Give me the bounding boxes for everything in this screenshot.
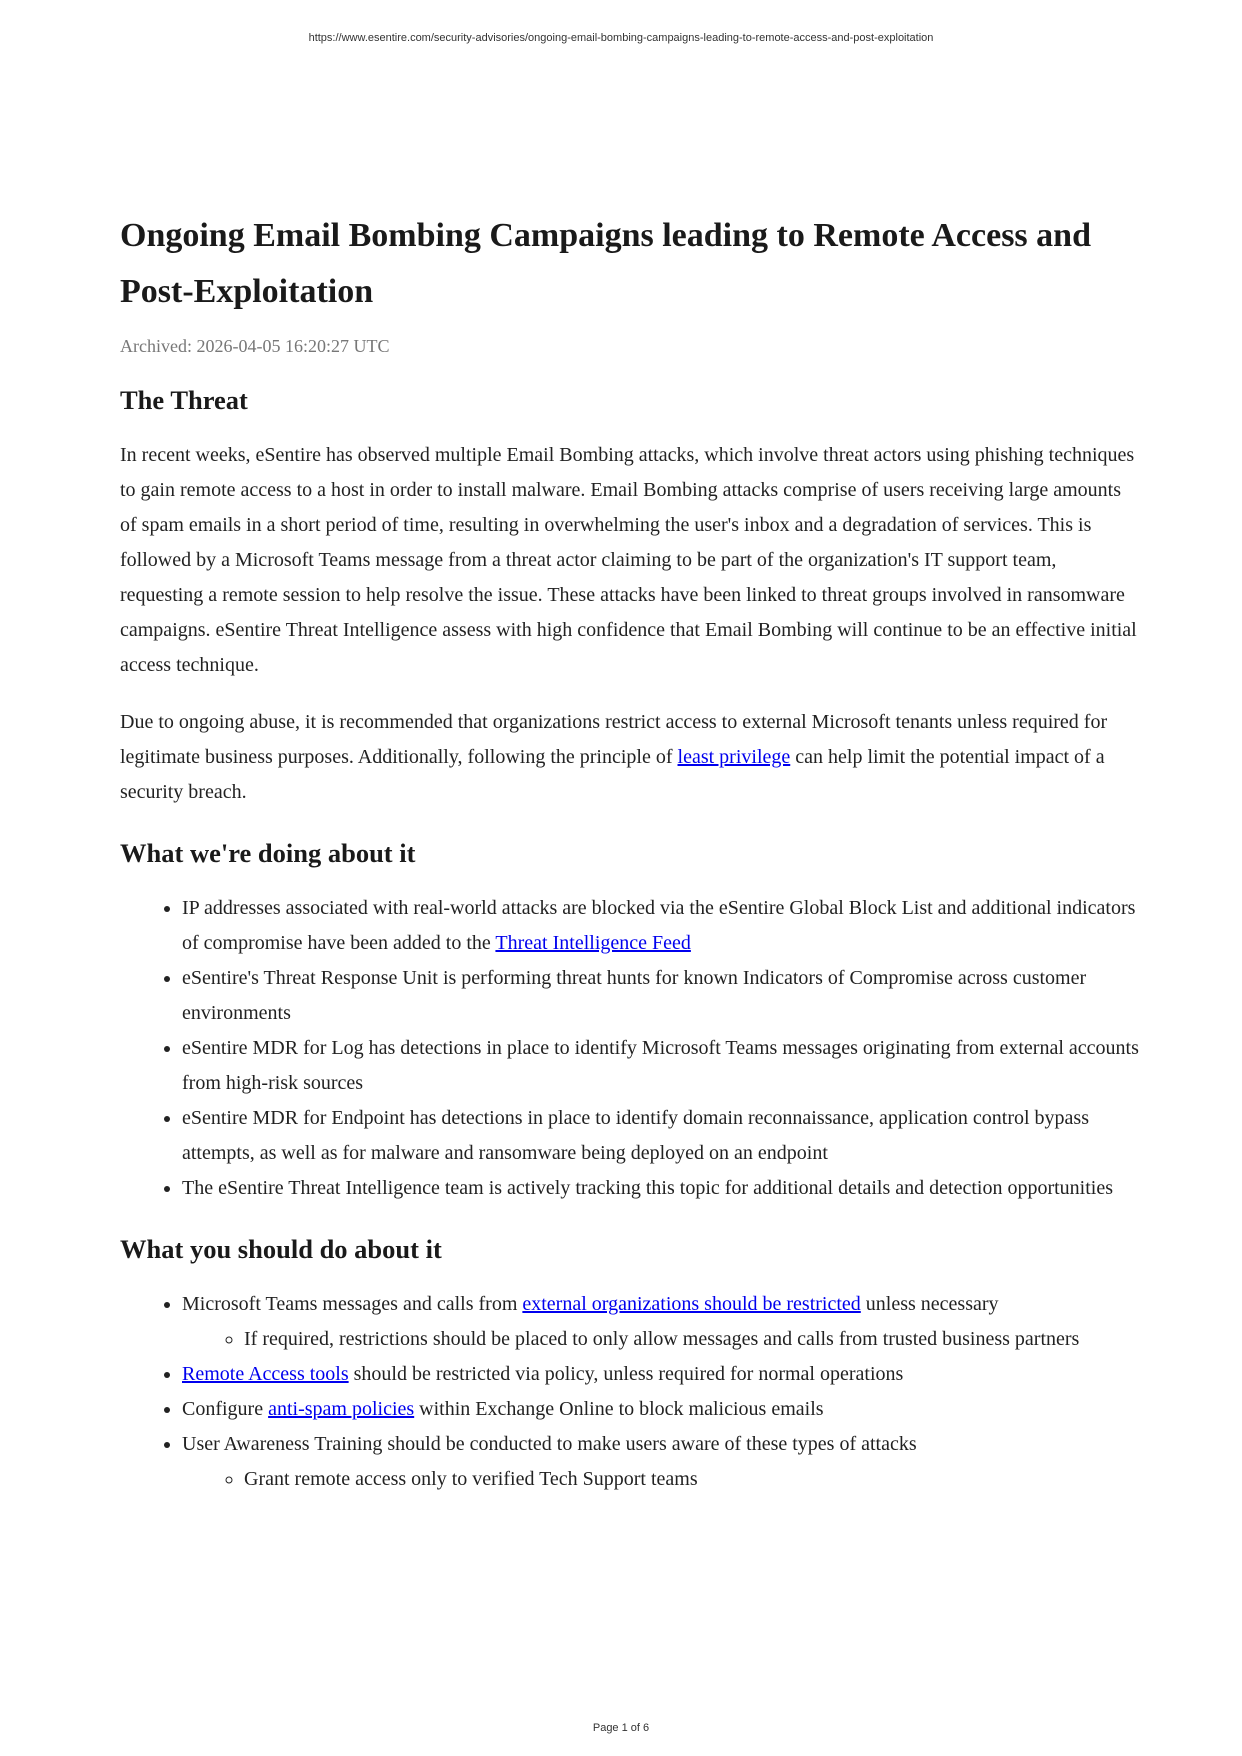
list-item bbox=[182, 1427, 1140, 1497]
archived-timestamp: Archived: 2026-04-05 16:20:27 UTC bbox=[120, 336, 390, 356]
text: should be restricted via policy, unless required for normal operations bbox=[348, 1363, 904, 1385]
list-item: • eSentire's Threat Response Unit is performing threat hunts for known Indicators of Compromise across customer environments bbox=[182, 961, 1140, 1031]
threat-intelligence-feed-link[interactable]: Threat Intelligence Feed bbox=[495, 932, 691, 954]
list-item bbox=[182, 1287, 1140, 1357]
text: User Awareness Training should be conducted to make users aware of these types of attacks bbox=[182, 1433, 917, 1455]
should-list bbox=[120, 1287, 1140, 1497]
text: unless necessary bbox=[860, 1293, 999, 1315]
text: within Exchange Online to block malicious emails bbox=[414, 1398, 824, 1420]
list-item: • eSentire MDR for Log has detections in place to identify Microsoft Teams messages originating from external accounts from high-risk sources bbox=[182, 1031, 1140, 1101]
external-organizations-link[interactable]: external organizations should be restricted bbox=[522, 1293, 861, 1315]
list-item bbox=[182, 891, 1140, 961]
text: Due to ongoing abuse, it is recommended that organizations restrict access to external Microsoft tenants unless required for legitimate business purposes. Additionally, following the principle of bbox=[120, 711, 1108, 768]
threat-paragraph-1: In recent weeks, eSentire has observed multiple Email Bombing attacks, which involve threat actors using phishing techniques to gain remote access to a host in order to install malware. Email Bombing attacks comprise of users receiving large amounts of spam emails in a short period of time, resulting in overwhelming the user's inbox and a degradation of services. This is followed by a Microsoft Teams message from a threat actor claiming to be part of the organization's IT support team, requesting a remote session to help resolve the issue. These attacks have been linked to threat groups involved in ransomware campaigns. eSentire Threat Intelligence assess with high confidence that Email Bombing will continue to be an effective initial access technique. bbox=[120, 444, 1137, 676]
threat-paragraph-2 bbox=[120, 705, 1140, 810]
page-number: Page 1 of 6 bbox=[592, 1722, 650, 1734]
heading-what-you-should-do: What you should do about it bbox=[120, 1234, 442, 1264]
heading-the-threat: The Threat bbox=[120, 385, 248, 415]
text: IP addresses associated with real-world attacks are blocked via the eSentire Global Block List and additional indicators of compromise have been added to the bbox=[182, 897, 1136, 954]
text: Configure bbox=[182, 1398, 269, 1420]
text: can help limit the potential impact of a security breach. bbox=[120, 746, 1105, 803]
article bbox=[120, 208, 1140, 1517]
anti-spam-policies-link[interactable]: anti-spam policies bbox=[268, 1398, 415, 1420]
remote-access-tools-link[interactable]: Remote Access tools bbox=[182, 1363, 349, 1385]
heading-what-were-doing: What we're doing about it bbox=[120, 838, 416, 868]
list-item: • The eSentire Threat Intelligence team is actively tracking this topic for additional details and detection opportunities bbox=[182, 1171, 1140, 1206]
sub-list-item: ◦ If required, restrictions should be placed to only allow messages and calls from trusted business partners bbox=[244, 1322, 1140, 1357]
page-url: https://www.esentire.com/security-advisories/ongoing-email-bombing-campaigns-leading-to-remote-access-and-post-exploitation bbox=[308, 32, 934, 44]
doing-list bbox=[120, 891, 1140, 1206]
sub-list bbox=[182, 1462, 1140, 1497]
list-item bbox=[182, 1392, 1140, 1427]
sub-list bbox=[182, 1322, 1140, 1357]
text: Microsoft Teams messages and calls from bbox=[182, 1293, 523, 1315]
list-item: • eSentire MDR for Endpoint has detections in place to identify domain reconnaissance, application control bypass attempts, as well as for malware and ransomware being deployed on an endpoint bbox=[182, 1101, 1140, 1171]
sub-list-item: ◦ Grant remote access only to verified Tech Support teams bbox=[244, 1462, 1140, 1497]
least-privilege-link[interactable]: least privilege bbox=[677, 746, 791, 768]
list-item bbox=[182, 1357, 1140, 1392]
page-title: Ongoing Email Bombing Campaigns leading to Remote Access and Post-Exploitation bbox=[120, 217, 1091, 310]
